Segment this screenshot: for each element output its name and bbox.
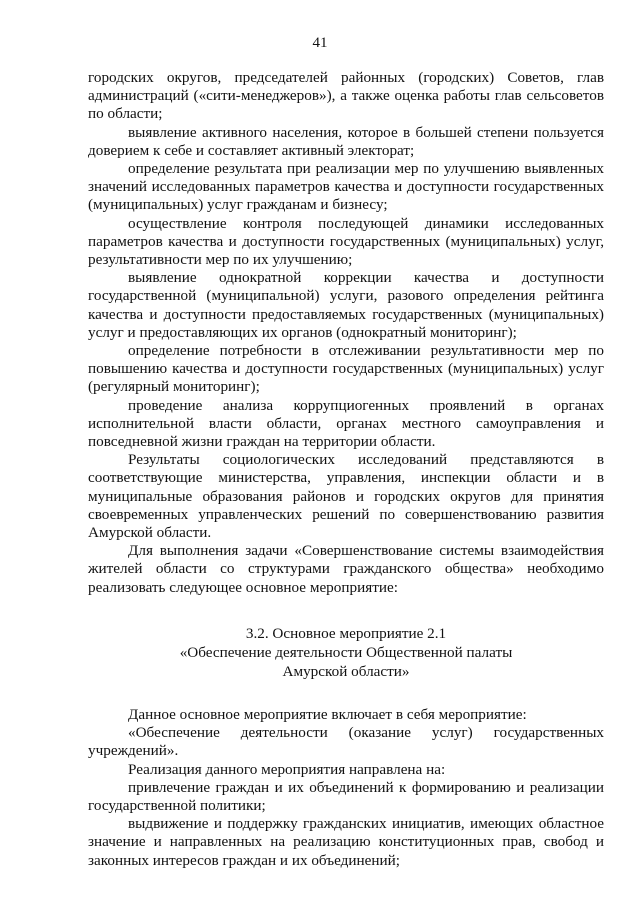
paragraph: определение потребности в отслеживании результативности мер по повышению качества и доступности государственных (муниципальных) услуг (регулярный мониторинг);: [88, 342, 604, 396]
paragraph: определение результата при реализации мер по улучшению выявленных значений исследованных параметров качества и доступности государственных (муниципальных) услуг гражданам и бизнесу;: [88, 160, 604, 214]
paragraph: привлечение граждан и их объединений к формированию и реализации государственной политики;: [88, 778, 604, 814]
section-heading-line-1: 3.2. Основное мероприятие 2.1: [245, 624, 447, 642]
paragraph-group-bottom: [88, 706, 604, 870]
paragraph: Данное основное мероприятие включает в себя мероприятие:: [128, 705, 527, 723]
document-body: [88, 69, 604, 870]
paragraph: Для выполнения задачи «Совершенствование системы взаимодействия жителей области со структурами гражданского общества» необходимо реализовать следующее основное мероприятие:: [88, 542, 604, 596]
paragraph: осуществление контроля последующей динамики исследованных параметров качества и доступности государственных (муниципальных) услуг, результативности мер по их улучшению;: [88, 214, 604, 269]
paragraph: выявление активного населения, которое в большей степени пользуется доверием к себе и составляет активный электорат;: [88, 123, 604, 159]
paragraph: выявление однократной коррекции качества и доступности государственной (муниципальной) услуги, разового определения рейтинга качества и доступности предоставляемых государственных (муниципальных) услуг и предоставляющих их органов (однократный мониторинг);: [88, 269, 604, 341]
paragraph-group-top: [88, 69, 604, 597]
paragraph: Результаты социологических исследований представляются в соответствующие министерства, управления, инспекции области и в муниципальные образования районов и городских округов для принятия своевременных управленческих решений по совершенствованию развития Амурской области.: [88, 451, 604, 542]
page-number: 41: [312, 35, 328, 51]
section-heading-line-2: «Обеспечение деятельности Общественной палаты: [179, 643, 513, 661]
paragraph: выдвижение и поддержку гражданских инициатив, имеющих областное значение и направленных на реализацию конституционных прав, свобод и законных интересов граждан и их объединений;: [88, 815, 604, 869]
paragraph: «Обеспечение деятельности (оказание услуг) государственных учреждений».: [88, 724, 604, 760]
paragraph: городских округов, председателей районных (городских) Советов, глав администраций («сити-менеджеров»), а также оценка работы глав сельсоветов по области;: [88, 69, 604, 123]
paragraph: Реализация данного мероприятия направлена на:: [128, 760, 446, 778]
section-heading-line-3: Амурской области»: [282, 662, 410, 680]
paragraph: проведение анализа коррупциогенных проявлений в органах исполнительной власти области, органах местного самоуправления и повседневной жизни граждан на территории области.: [88, 396, 604, 451]
section-heading: [88, 624, 604, 681]
